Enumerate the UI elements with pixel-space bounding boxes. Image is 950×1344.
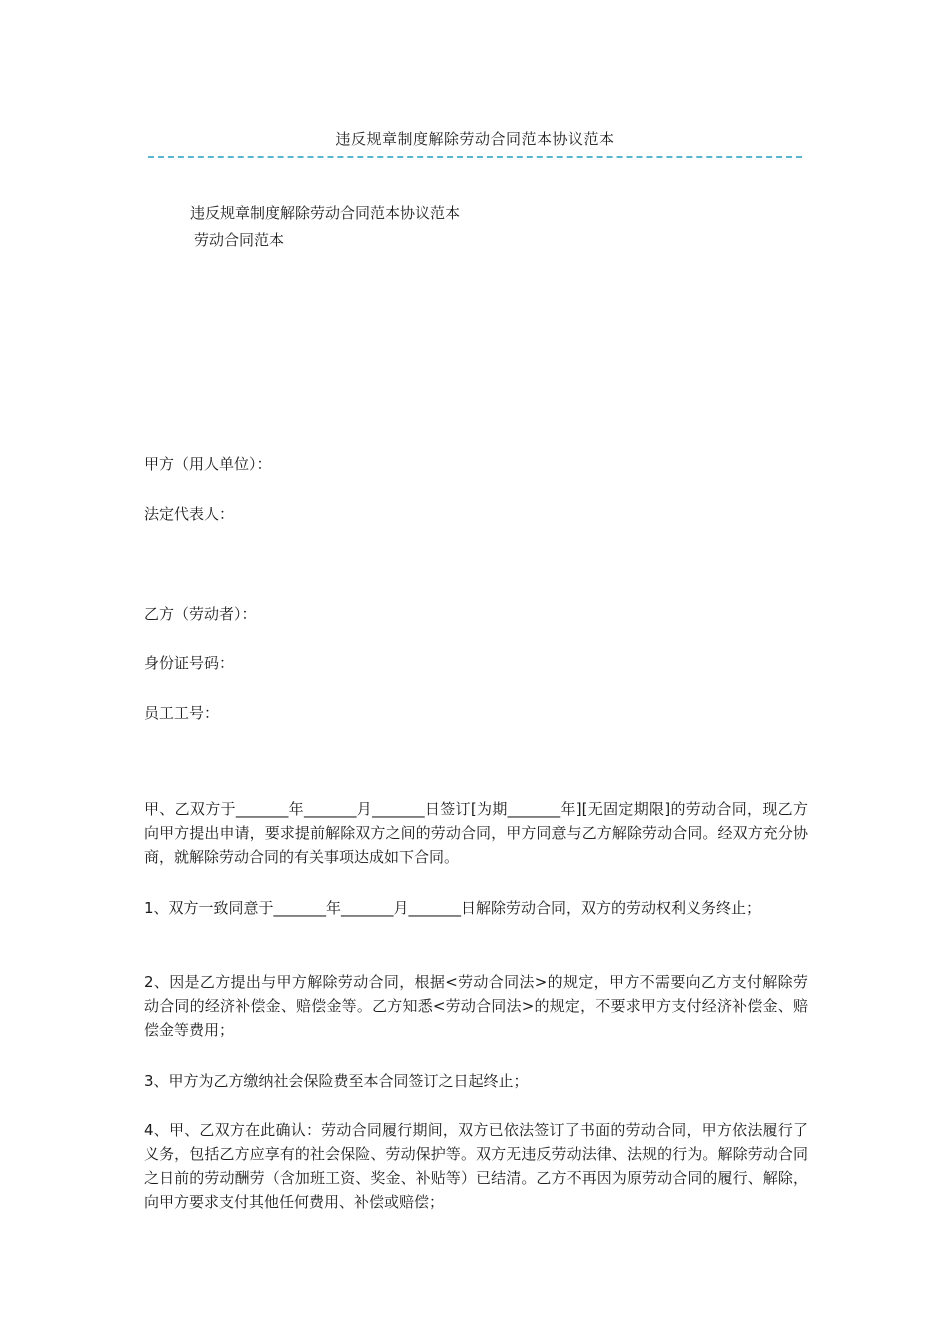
subtitle-line-1: 违反规章制度解除劳动合同范本协议范本: [190, 204, 461, 222]
clause-2: 2、因是乙方提出与甲方解除劳动合同，根据<劳动合同法>的规定，甲方不需要向乙方支付解除劳动合同的经济补偿金、赔偿金等。乙方知悉<劳动合同法>的规定，不要求甲方支付经济补偿金、赔偿金等费用；: [144, 973, 808, 1039]
clause-3: 3、甲方为乙方缴纳社会保险费至本合同签订之日起终止；: [144, 1072, 529, 1090]
title-divider: [148, 156, 802, 158]
subtitle-line-2: 劳动合同范本: [194, 231, 285, 249]
employee-number-label: 员工工号：: [144, 704, 220, 722]
document-title: 违反规章制度解除劳动合同范本协议范本: [335, 130, 615, 148]
clause-1: 1、双方一致同意于_______年_______月_______日解除劳动合同，双方的劳动权利义务终止；: [144, 899, 762, 917]
party-a-label: 甲方（用人单位）：: [144, 455, 272, 473]
party-b-label: 乙方（劳动者）：: [144, 605, 257, 623]
clause-4: 4、甲、乙双方在此确认：劳动合同履行期间，双方已依法签订了书面的劳动合同，甲方依法履行了义务，包括乙方应享有的社会保险、劳动保护等。双方无违反劳动法律、法规的行为。解除劳动合同之日前的劳动酬劳（含加班工资、奖金、补贴等）已结清。乙方不再因为原劳动合同的履行、解除，向甲方要求支付其他任何费用、补偿或赔偿；: [144, 1121, 808, 1211]
legal-rep-label: 法定代表人：: [144, 505, 235, 523]
intro-paragraph: 甲、乙双方于_______年_______月_______日签订[为期_______年][无固定期限]的劳动合同，现乙方向甲方提出申请，要求提前解除双方之间的劳动合同，甲方同意与乙方解除劳动合同。经双方充分协商，就解除劳动合同的有关事项达成如下合同。: [144, 800, 808, 866]
id-number-label: 身份证号码：: [144, 654, 235, 672]
